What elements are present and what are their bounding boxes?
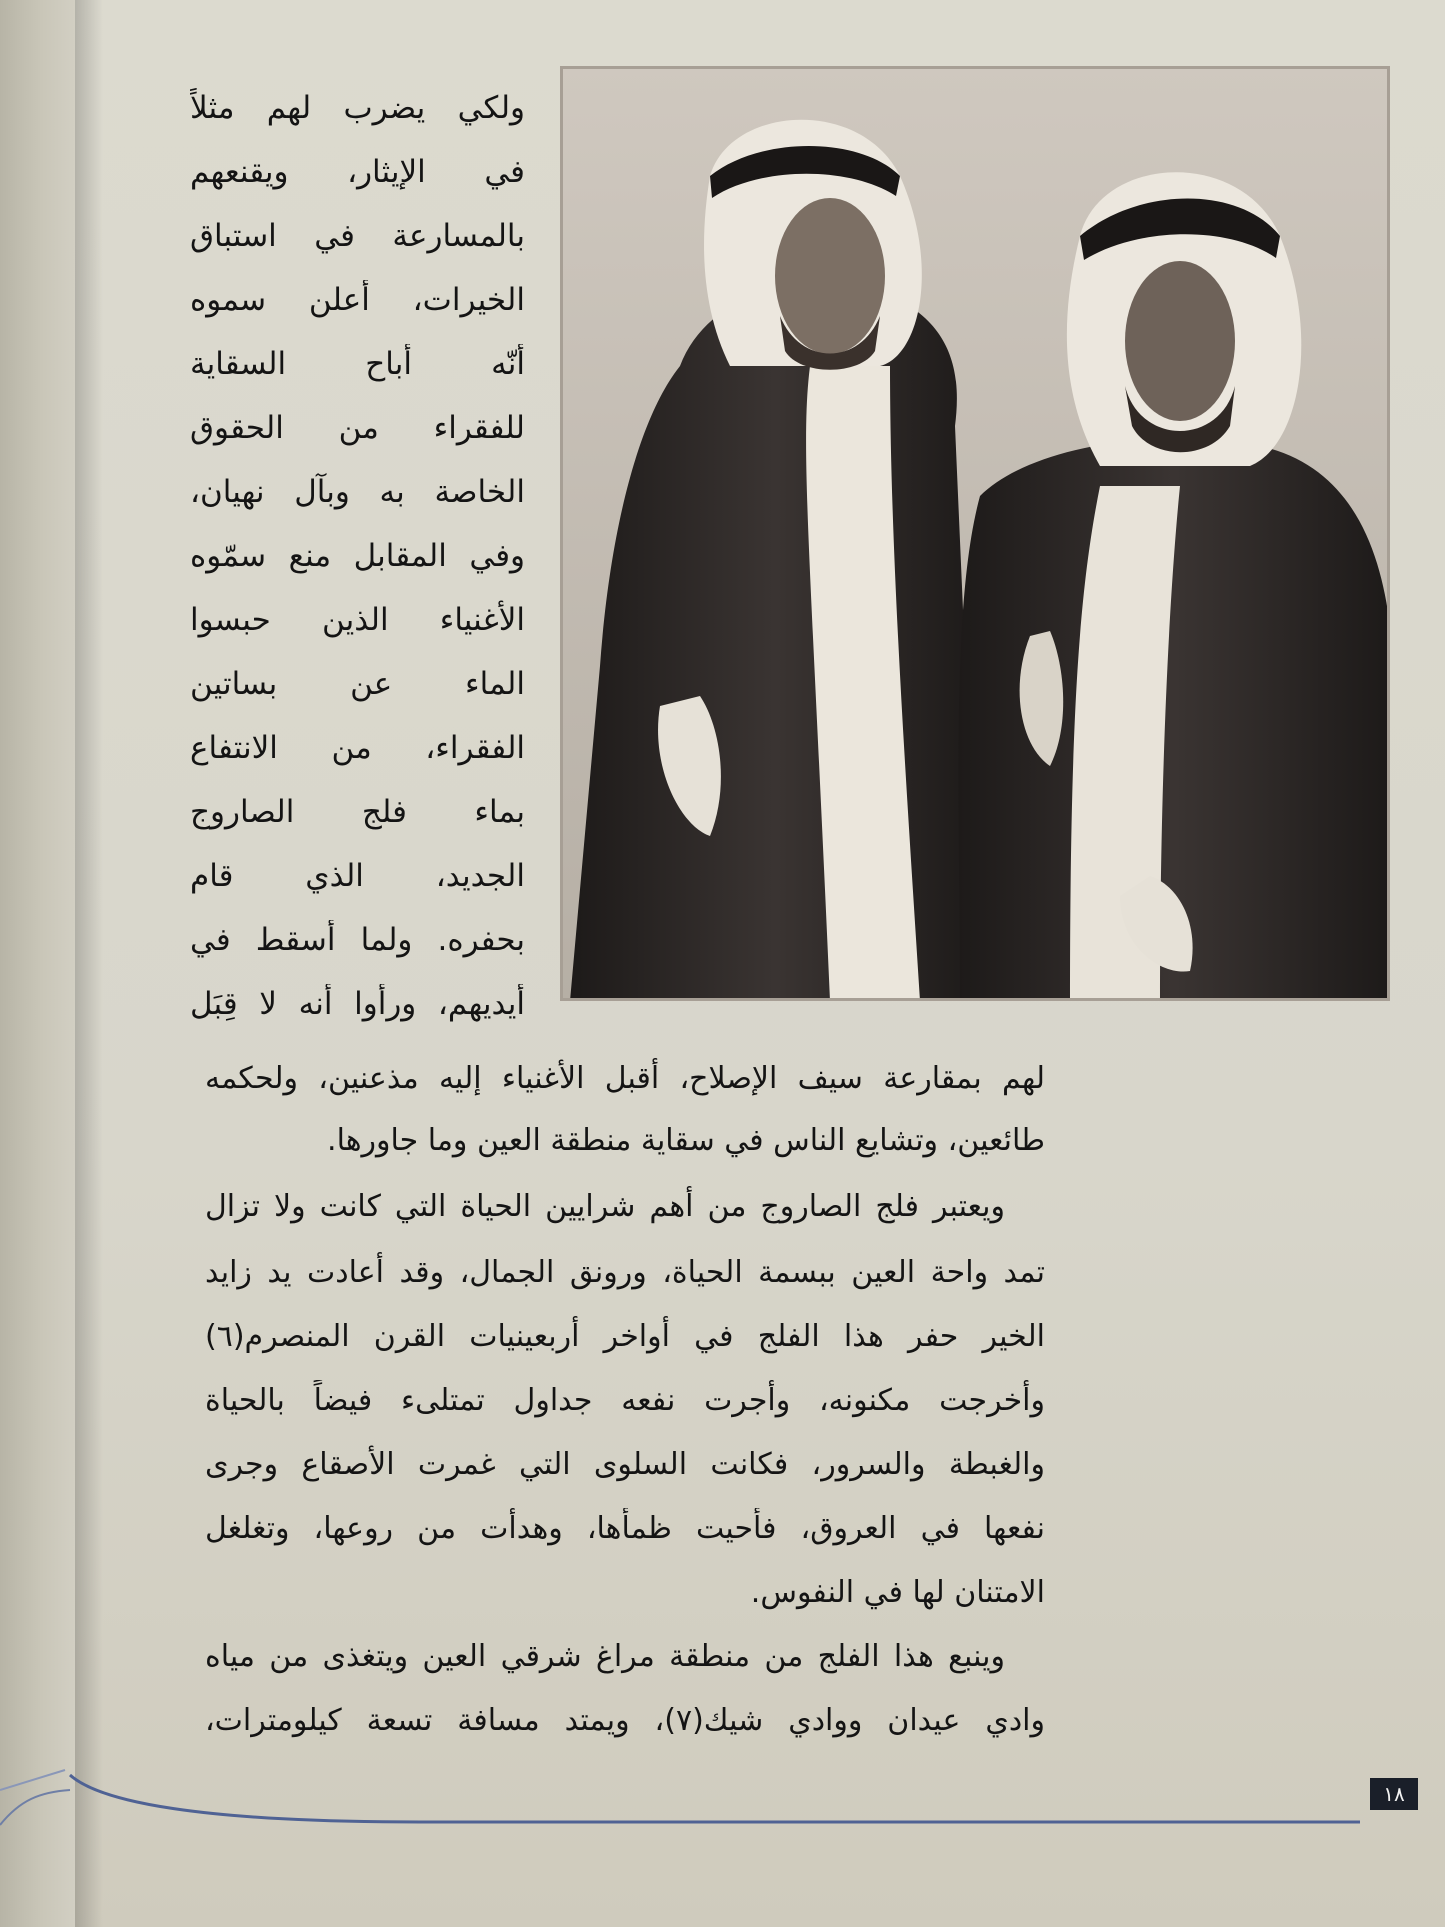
body-line: وينبع هذا الفلج من منطقة مراغ شرقي العين ويتغذى من مياه: [205, 1639, 1005, 1674]
column-line: بالمسارعة في استباق: [190, 218, 525, 254]
body-line: والغبطة والسرور، فكانت السلوى التي غمرت الأصقاع وجرى: [205, 1447, 1045, 1482]
page-number: ١٨: [1370, 1778, 1418, 1810]
column-line: أيديهم، ورأوا أنه لا قِبَل: [190, 986, 525, 1022]
footer-curve: [0, 1740, 1445, 1830]
body-line: الخير حفر هذا الفلج في أواخر أربعينيات القرن المنصرم(٦): [205, 1319, 1045, 1354]
page-gutter-shadow: [75, 0, 103, 1927]
photograph-illustration: [560, 66, 1390, 1001]
body-line: وادي عيدان ووادي شيك(٧)، ويمتد مسافة تسعة كيلومترات،: [205, 1703, 1045, 1738]
column-line: الماء عن بساتين: [190, 666, 525, 702]
body-line: طائعين، وتشايع الناس في سقاية منطقة العين وما جاورها.: [327, 1123, 1045, 1158]
column-line: ولكي يضرب لهم مثلاً: [190, 90, 525, 126]
column-line: وفي المقابل منع سمّوه: [190, 538, 525, 574]
photograph: [560, 66, 1390, 1001]
body-line: تمد واحة العين ببسمة الحياة، ورونق الجمال، وقد أعادت يد زايد: [205, 1255, 1045, 1290]
body-line: نفعها في العروق، فأحيت ظمأها، وهدأت من روعها، وتغلغل: [205, 1511, 1045, 1546]
column-line: الفقراء، من الانتفاع: [190, 730, 525, 766]
column-line: في الإيثار، ويقنعهم: [190, 154, 525, 190]
column-line: للفقراء من الحقوق: [190, 410, 525, 446]
column-line: أنّه أباح السقاية: [190, 346, 525, 382]
column-line: الأغنياء الذين حبسوا: [190, 602, 525, 638]
column-line: الخيرات، أعلن سموه: [190, 282, 525, 318]
column-line: بحفره. ولما أسقط في: [190, 922, 525, 958]
left-page-edge: [0, 0, 75, 1927]
body-line: الامتنان لها في النفوس.: [750, 1575, 1045, 1610]
column-line: الخاصة به وبآل نهيان،: [190, 474, 525, 510]
column-line: بماء فلج الصاروج: [190, 794, 525, 830]
body-line: لهم بمقارعة سيف الإصلاح، أقبل الأغنياء إليه مذعنين، ولحكمه: [205, 1061, 1045, 1096]
body-line: وأخرجت مكنونه، وأجرت نفعه جداول تمتلىء فيضاً بالحياة: [205, 1383, 1045, 1418]
body-line: ويعتبر فلج الصاروج من أهم شرايين الحياة التي كانت ولا تزال: [205, 1189, 1005, 1224]
column-line: الجديد، الذي قام: [190, 858, 525, 894]
